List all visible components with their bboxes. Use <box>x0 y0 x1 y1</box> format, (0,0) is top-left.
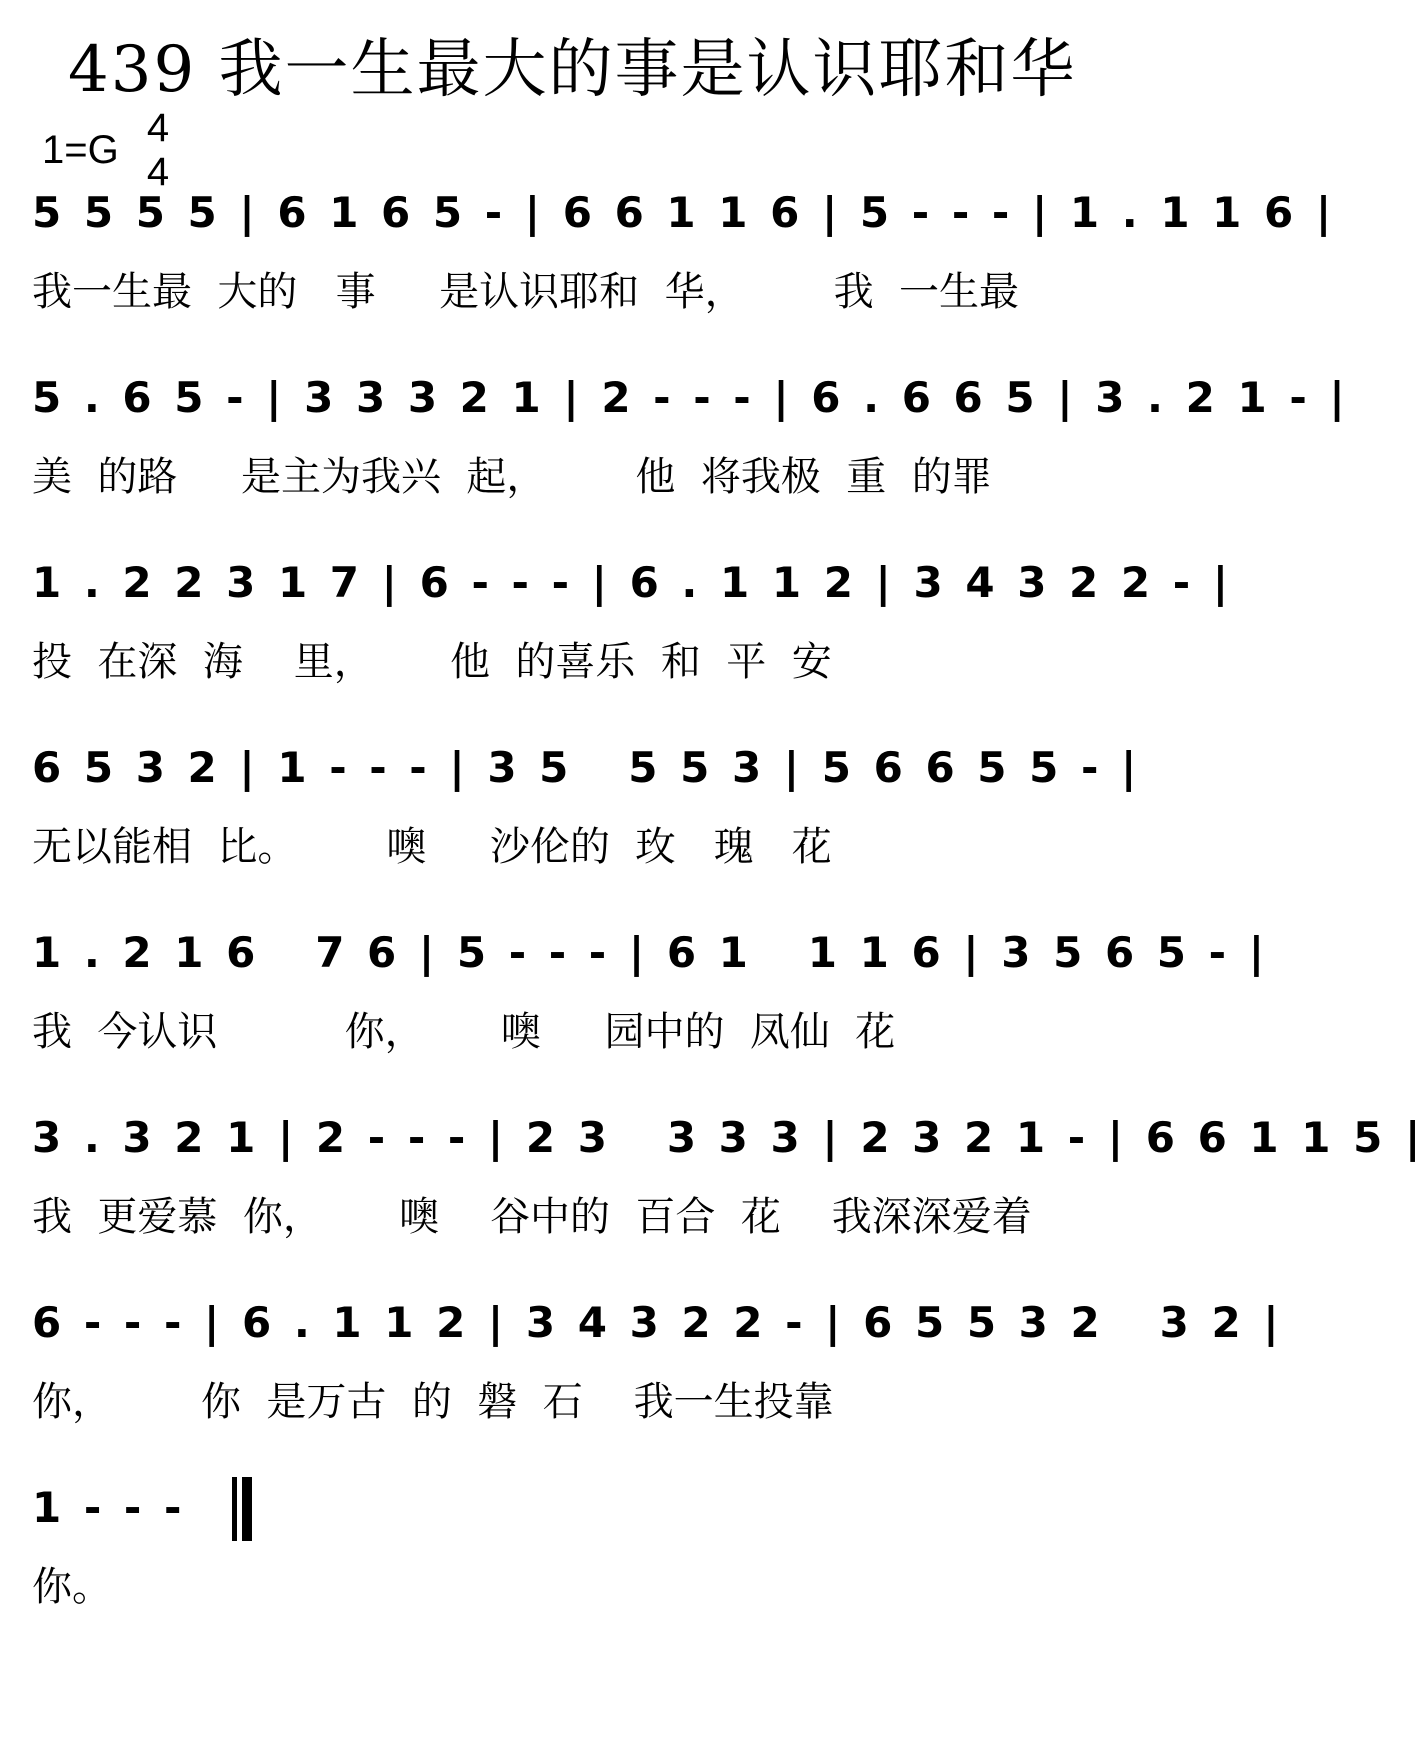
notation-line <box>0 540 1280 620</box>
lyrics-line: 我 更爱慕 你， 噢 谷中的 百合 花 我深深爱着 <box>32 1194 1032 1240</box>
score-row-7 <box>0 1280 1283 1430</box>
time-signature-bottom: 4 <box>146 150 170 194</box>
time-signature-top: 4 <box>146 106 170 150</box>
lyrics-line: 我一生最 大的 事 是认识耶和 华， 我 一生最 <box>32 269 1020 315</box>
notation-line <box>0 1095 1424 1175</box>
notation-text: 6 - - - | 6 . 1 1 2 | 3 4 3 2 2 - | 6 5 5 3 2 3 2 | <box>32 1298 1283 1347</box>
score-row-1 <box>0 170 1336 320</box>
notation-line <box>0 910 1280 990</box>
final-barline-thin <box>232 1477 237 1541</box>
lyrics-line: 你。 <box>32 1564 112 1610</box>
song-title: 439 我一生最大的事是认识耶和华 <box>68 33 1077 107</box>
notation-text: 5 . 6 5 - | 3 3 3 2 1 | 2 - - - | 6 . 6 6 5 | 3 . 2 1 - | <box>32 373 1349 422</box>
lyrics-line: 投 在深 海 里， 他 的喜乐 和 平 安 <box>32 639 832 685</box>
score-row-8 <box>0 1465 1280 1615</box>
notation-text: 6 5 3 2 | 1 - - - | 3 5 5 5 3 | 5 6 6 5 5 - | <box>32 743 1141 792</box>
notation-text: 3 . 3 2 1 | 2 - - - | 2 3 3 3 3 | 2 3 2 1 - | 6 6 1 1 5 | <box>32 1113 1424 1162</box>
score-row-2 <box>0 355 1349 505</box>
notation-line <box>0 170 1336 250</box>
notation-text: 1 - - - <box>32 1483 186 1532</box>
notation-line <box>0 1280 1283 1360</box>
final-barline-thick <box>242 1477 252 1541</box>
notation-line <box>0 355 1349 435</box>
score-row-6 <box>0 1095 1424 1245</box>
notation-text: 1 . 2 2 3 1 7 | 6 - - - | 6 . 1 1 2 | 3 4 3 2 2 - | <box>32 558 1233 607</box>
lyrics-line: 我 今认识 你， 噢 园中的 凤仙 花 <box>32 1009 896 1055</box>
score-row-5 <box>0 910 1280 1060</box>
lyrics-line: 美 的路 是主为我兴 起， 他 将我极 重 的罪 <box>32 454 992 500</box>
notation-line <box>0 1465 1280 1545</box>
notation-line <box>0 725 1280 805</box>
key-signature: 1=G <box>42 128 119 172</box>
lyrics-line: 你， 你 是万古 的 磐 石 我一生投靠 <box>32 1379 834 1425</box>
score-row-3 <box>0 540 1280 690</box>
lyrics-line: 无以能相 比。 噢 沙伦的 玫 瑰 花 <box>32 824 832 870</box>
notation-text: 5 5 5 5 | 6 1 6 5 - | 6 6 1 1 6 | 5 - - - | 1 . 1 1 6 | <box>32 188 1336 237</box>
notation-text: 1 . 2 1 6 7 6 | 5 - - - | 6 1 1 1 6 | 3 5 6 5 - | <box>32 928 1269 977</box>
score-row-4 <box>0 725 1280 875</box>
